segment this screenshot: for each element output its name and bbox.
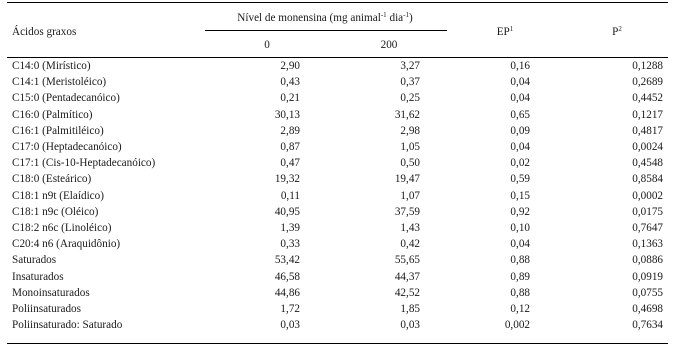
cell-ep: 0,04 [510, 141, 530, 153]
header-bottom-rule [7, 57, 668, 58]
cell-p: 0,0024 [632, 141, 663, 153]
cell-dose-0: 53,42 [274, 254, 300, 266]
cell-p: 0,7647 [632, 222, 663, 234]
cell-p: 0,2689 [632, 76, 663, 88]
header-ep: $EP^1$ [496, 25, 514, 38]
cell-acid-name: Monoinsaturados [12, 287, 90, 299]
cell-acid-name: C15:0 (Pentadecanóico) [12, 92, 120, 104]
cell-dose-0: 0,43 [280, 76, 300, 88]
cell-dose-0: 19,32 [274, 173, 300, 185]
cell-dose-0: 46,58 [274, 271, 300, 283]
cell-p: 0,0919 [632, 271, 663, 283]
cell-ep: 0,89 [510, 271, 530, 283]
cell-dose-0: 0,33 [280, 238, 300, 250]
cell-dose-200: 55,65 [394, 254, 420, 266]
cell-p: 0,0002 [632, 190, 663, 202]
cell-dose-200: 1,05 [400, 141, 420, 153]
cell-ep: 0,02 [510, 157, 530, 169]
cell-dose-0: 0,87 [280, 141, 300, 153]
header-monensin-group: Nível de monensina (mg animal$^{-1}$ dia$^{-1}$) [237, 11, 413, 24]
cell-dose-0: 30,13 [274, 109, 300, 121]
cell-dose-200: 1,07 [400, 190, 420, 202]
cell-dose-200: 1,43 [400, 222, 420, 234]
cell-acid-name: C17:0 (Heptadecanóico) [12, 141, 122, 153]
cell-dose-200: 42,52 [394, 287, 420, 299]
cell-acid-name: C18:2 n6c (Linoléico) [12, 222, 112, 234]
cell-ep: 0,88 [510, 254, 530, 266]
cell-ep: 0,92 [510, 206, 530, 218]
cell-ep: 0,88 [510, 287, 530, 299]
cell-p: 0,0175 [632, 206, 663, 218]
cell-dose-0: 0,11 [280, 190, 300, 202]
cell-dose-200: 0,25 [400, 92, 420, 104]
cell-acid-name: C18:1 n9t (Elaídico) [12, 190, 104, 202]
cell-p: 0,1288 [632, 60, 663, 72]
cell-dose-0: 2,90 [280, 60, 300, 72]
top-rule [7, 2, 668, 3]
cell-ep: 0,12 [510, 303, 530, 315]
cell-dose-200: 3,27 [400, 60, 420, 72]
cell-acid-name: Poliinsaturado: Saturado [12, 319, 123, 331]
cell-dose-200: 37,59 [394, 206, 420, 218]
cell-ep: 0,04 [510, 238, 530, 250]
cell-ep: 0,10 [510, 222, 530, 234]
cell-p: 0,8584 [632, 173, 663, 185]
cell-dose-0: 1,72 [280, 303, 300, 315]
cell-acid-name: Insaturados [12, 271, 64, 283]
cell-dose-0: 0,03 [280, 319, 300, 331]
cell-dose-0: 44,86 [274, 287, 300, 299]
cell-dose-200: 0,37 [400, 76, 420, 88]
group-underline [205, 30, 447, 31]
cell-p: 0,1363 [632, 238, 663, 250]
cell-p: 0,4698 [632, 303, 663, 315]
cell-dose-200: 0,50 [400, 157, 420, 169]
cell-acid-name: C14:0 (Mirístico) [12, 60, 91, 72]
cell-acid-name: C20:4 n6 (Araquidônio) [12, 238, 121, 250]
header-p: $P^2$ [612, 25, 622, 38]
cell-ep: 0,16 [510, 60, 530, 72]
cell-p: 0,4452 [632, 92, 663, 104]
cell-dose-200: 2,98 [400, 125, 420, 137]
cell-acid-name: C17:1 (Cis-10-Heptadecanóico) [12, 157, 156, 169]
cell-dose-200: 19,47 [394, 173, 420, 185]
header-acid-column: Ácidos graxos [12, 26, 77, 38]
cell-p: 0,1217 [632, 109, 663, 121]
cell-dose-200: 1,85 [400, 303, 420, 315]
cell-dose-0: 0,47 [280, 157, 300, 169]
bottom-rule [7, 343, 668, 344]
cell-p: 0,7634 [632, 319, 663, 331]
cell-ep: 0,002 [504, 319, 530, 331]
cell-p: 0,4548 [632, 157, 663, 169]
cell-dose-0: 40,95 [274, 206, 300, 218]
cell-dose-200: 44,37 [394, 271, 420, 283]
cell-dose-200: 31,62 [394, 109, 420, 121]
cell-acid-name: C16:0 (Palmítico) [12, 109, 93, 121]
cell-acid-name: Poliinsaturados [12, 303, 81, 315]
cell-acid-name: C14:1 (Meristoléico) [12, 76, 107, 88]
cell-dose-0: 2,89 [280, 125, 300, 137]
cell-dose-0: 0,21 [280, 92, 300, 104]
cell-p: 0,4817 [632, 125, 663, 137]
cell-ep: 0,15 [510, 190, 530, 202]
cell-dose-200: 0,42 [400, 238, 420, 250]
cell-dose-0: 1,39 [280, 222, 300, 234]
cell-ep: 0,04 [510, 76, 530, 88]
cell-p: 0,0755 [632, 287, 663, 299]
cell-ep: 0,09 [510, 125, 530, 137]
cell-dose-200: 0,03 [400, 319, 420, 331]
header-dose-200: 200 [380, 39, 398, 51]
cell-acid-name: C18:0 (Esteárico) [12, 173, 92, 185]
header-dose-0: 0 [264, 39, 270, 51]
cell-ep: 0,65 [510, 109, 530, 121]
cell-ep: 0,04 [510, 92, 530, 104]
cell-acid-name: Saturados [12, 254, 57, 266]
cell-ep: 0,59 [510, 173, 530, 185]
cell-acid-name: C16:1 (Palmitiléico) [12, 125, 104, 137]
cell-p: 0,0886 [632, 254, 663, 266]
cell-acid-name: C18:1 n9c (Oléico) [12, 206, 99, 218]
